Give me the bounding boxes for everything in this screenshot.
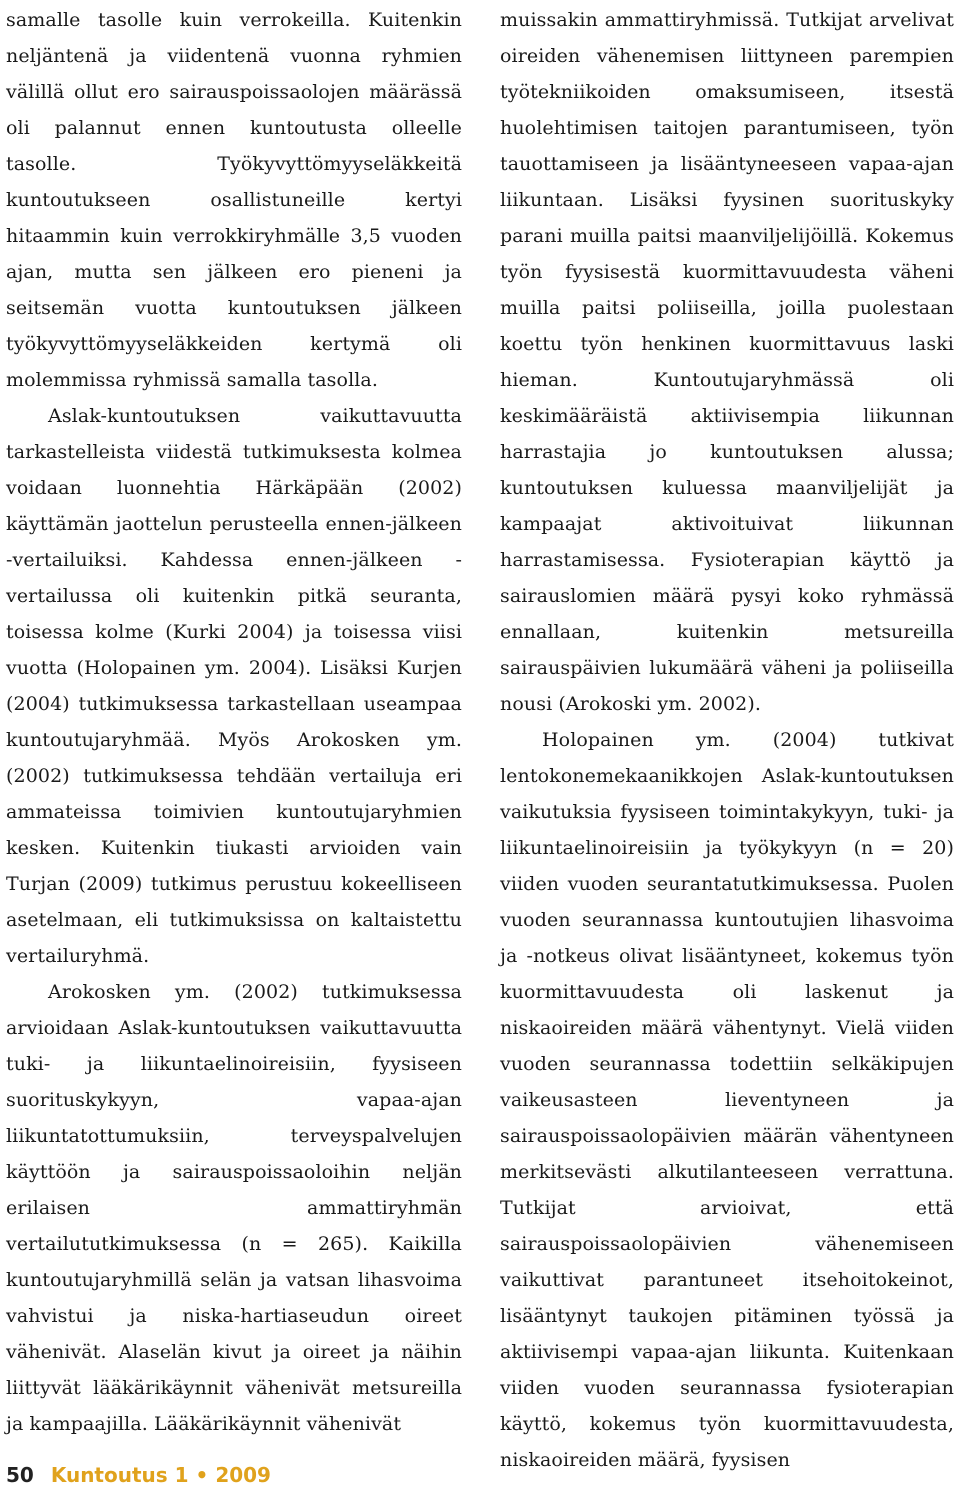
paragraph: muissakin ammattiryhmissä. Tutkijat arvelivat oireiden vähenemisen liittyneen parempien työtekniikoiden omaksumiseen, itsestä huolehtimisen taitojen parantumiseen, työn tauottamiseen ja lisääntyneeseen vapaa-ajan liikuntaan. Lisäksi fyysinen suorituskyky parani muilla paitsi maanviljelijöillä. Kokemus työn fyysisestä kuormittavuudesta väheni muilla paitsi poliiseilla, joilla puolestaan koettu työn henkinen kuormittavuus laski hieman. Kuntoutujaryhmässä oli keskimääräistä aktiivisempia liikunnan harrastajia jo kuntoutuksen alussa; kuntoutuksen kuluessa maanviljelijät ja kampaajat aktivoituivat liikunnan harrastamisessa. Fysioterapian käyttö ja sairauslomien määrä pysyi koko ryhmässä ennallaan, kuitenkin metsureilla sairauspäivien lukumäärä väheni ja poliiseilla nousi (Arokoski ym. 2002). bbox=[500, 9, 954, 715]
footer-bullet: • bbox=[195, 1463, 209, 1487]
paragraph: Aslak-kuntoutuksen vaikuttavuutta tarkastelleista viidestä tutkimuksesta kolmea voidaan luonnehtia Härkäpään (2002) käyttämän jaottelun perusteella ennen-jälkeen -vertailuiksi. Kahdessa ennen-jälkeen -vertailussa oli kuitenkin pitkä seuranta, toisessa kolme (Kurki 2004) ja toisessa viisi vuotta (Holopainen ym. 2004). Lisäksi Kurjen (2004) tutkimuksessa tarkastellaan useampaa kuntoutujaryhmää. Myös Arokosken ym. (2002) tutkimuksessa tehdään vertailuja eri ammateissa toimivien kuntoutujaryhmien kesken. Kuitenkin tiukasti arvioiden vain Turjan (2009) tutkimus perustuu kokeelliseen asetelmaan, eli tutkimuksissa on kaltaistettu vertailuryhmä. bbox=[6, 405, 462, 967]
paragraph: samalle tasolle kuin verrokeilla. Kuitenkin neljäntenä ja viidentenä vuonna ryhmien välillä ollut ero sairauspoissaolojen määrässä oli palannut ennen kuntoutusta olleelle tasolle. Työkyvyttömyyseläkkeitä kuntoutukseen osallistuneille kertyi hitaammin kuin verrokkiryhmälle 3,5 vuoden ajan, mutta sen jälkeen ero pieneni ja seitsemän vuotta kuntoutuksen jälkeen työkyvyttömyyseläkkeiden kertymä oli molemmissa ryhmissä samalla tasolla. bbox=[6, 9, 462, 391]
magazine-name: Kuntoutus bbox=[50, 1463, 168, 1487]
issue-number: 1 bbox=[174, 1463, 189, 1487]
paragraph: Arokosken ym. (2002) tutkimuksessa arvioidaan Aslak-kuntoutuksen vaikuttavuutta tuki- ja liikuntaelinoireisiin, fyysiseen suorituskykyyn, vapaa-ajan liikuntatottumuksiin, terveyspalvelujen käyttöön ja sairauspoissaoloihin neljän erilaisen ammattiryhmän vertailututkimuksessa (n = 265). Kaikilla kuntoutujaryhmillä selän ja vatsan lihasvoima vahvistui ja niska-hartiaseudun oireet vähenivät. Alaselän kivut ja oireet ja näihin liittyvät lääkärikäynnit vähenivät metsureilla ja kampaajilla. Lääkärikäynnit vähenivät bbox=[6, 981, 462, 1435]
paragraph: Holopainen ym. (2004) tutkivat lentokonemekaanikkojen Aslak-kuntoutuksen vaikutuksia fyysiseen toimintakykyyn, tuki- ja liikuntaelinoireisiin ja työkykyyn (n = 20) viiden vuoden seurantatutkimuksessa. Puolen vuoden seurannassa kuntoutujien lihasvoima ja -notkeus olivat lisääntyneet, kokemus työn kuormittavuudesta oli laskenut ja niskaoireiden määrä vähentynyt. Vielä viiden vuoden seurannassa todettiin selkäkipujen vaikeusasteen lieventyneen ja sairauspoissaolopäivien määrän vähentyneen merkitsevästi alkutilanteeseen verrattuna. Tutkijat arvioivat, että sairauspoissaolopäivien vähenemiseen vaikuttivat parantuneet itsehoitokeinot, lisääntynyt taukojen pitäminen työssä ja aktiivisempi vapaa-ajan liikunta. Kuitenkaan viiden vuoden seurannassa fysioterapian käyttö, kokemus työn kuormittavuudesta, niskaoireiden määrä, fyysisen bbox=[500, 729, 954, 1471]
right-text-column bbox=[500, 2, 954, 1478]
page-number: 50 bbox=[6, 1463, 34, 1487]
page-footer bbox=[6, 1462, 271, 1488]
issue-year: 2009 bbox=[215, 1463, 271, 1487]
left-text-column bbox=[6, 2, 462, 1442]
